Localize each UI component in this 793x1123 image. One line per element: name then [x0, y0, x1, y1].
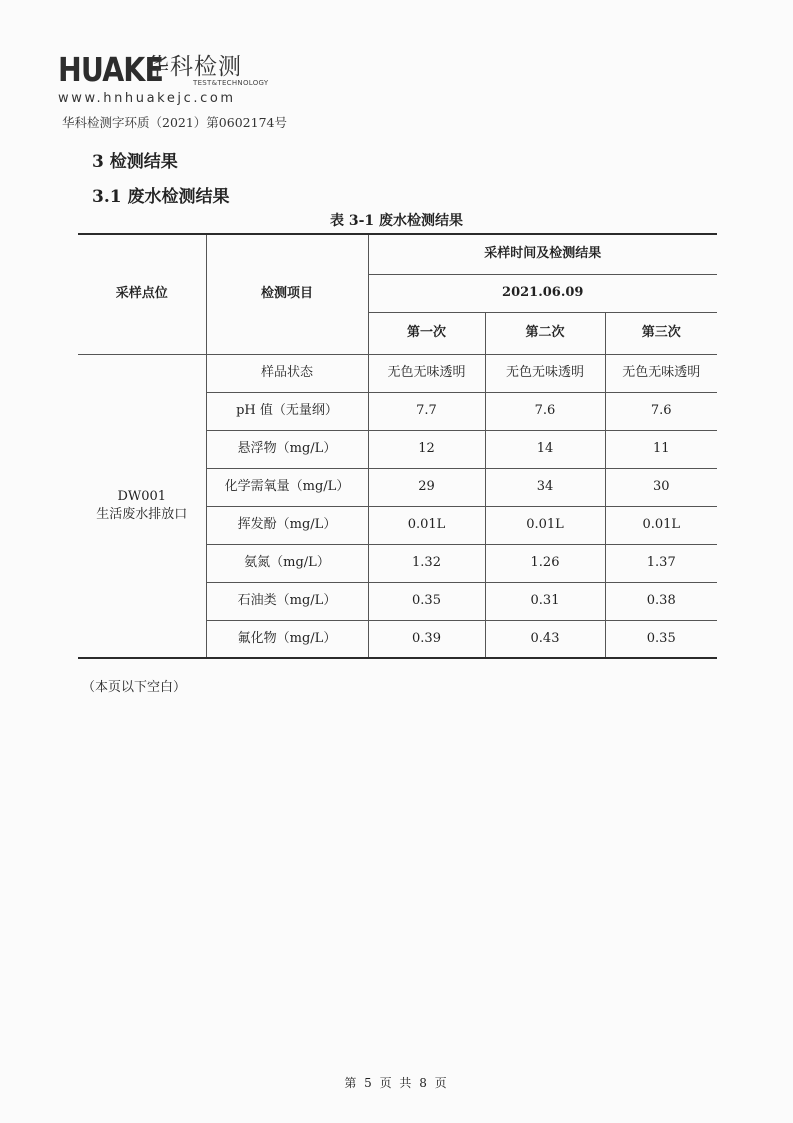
value-run-1: 12: [368, 430, 485, 468]
value-run-3: 1.37: [605, 544, 717, 582]
value-run-2: 14: [485, 430, 605, 468]
item-name: 悬浮物（mg/L）: [206, 430, 368, 468]
value-run-3: 7.6: [605, 392, 717, 430]
value-run-3: 0.01L: [605, 506, 717, 544]
blank-page-note: （本页以下空白）: [82, 680, 187, 695]
header-run-2: 第二次: [485, 312, 605, 354]
value-run-1: 0.01L: [368, 506, 485, 544]
value-run-1: 0.35: [368, 582, 485, 620]
value-run-1: 无色无味透明: [368, 354, 485, 392]
value-run-1: 29: [368, 468, 485, 506]
item-name: 石油类（mg/L）: [206, 582, 368, 620]
item-name: 样品状态: [206, 354, 368, 392]
value-run-3: 无色无味透明: [605, 354, 717, 392]
value-run-3: 0.35: [605, 620, 717, 658]
value-run-2: 1.26: [485, 544, 605, 582]
header-sampling-site: 采样点位: [78, 234, 206, 354]
subsection-heading: 3.1 废水检测结果: [92, 187, 230, 207]
value-run-2: 0.31: [485, 582, 605, 620]
header-test-item: 检测项目: [206, 234, 368, 354]
value-run-2: 34: [485, 468, 605, 506]
page-number: 第 5 页 共 8 页: [344, 1076, 449, 1090]
item-name: 化学需氧量（mg/L）: [206, 468, 368, 506]
item-name: 挥发酚（mg/L）: [206, 506, 368, 544]
wastewater-results-table: [78, 233, 717, 659]
value-run-2: 7.6: [485, 392, 605, 430]
section-heading: 3 检测结果: [92, 152, 178, 172]
company-logo: [58, 52, 268, 110]
header-sampling-time: 采样时间及检测结果: [368, 234, 717, 274]
header-sampling-date: 2021.06.09: [368, 274, 717, 312]
item-name: pH 值（无量纲）: [206, 392, 368, 430]
logo-website: www.hnhuakejc.com: [58, 91, 236, 106]
value-run-2: 0.01L: [485, 506, 605, 544]
value-run-2: 0.43: [485, 620, 605, 658]
value-run-3: 30: [605, 468, 717, 506]
item-name: 氨氮（mg/L）: [206, 544, 368, 582]
logo-tagline: TEST&TECHNOLOGY: [193, 79, 269, 87]
site-code: DW001: [117, 488, 167, 504]
header-run-1: 第一次: [368, 312, 485, 354]
value-run-3: 0.38: [605, 582, 717, 620]
sampling-site-cell: [78, 354, 206, 658]
table-row: [78, 354, 717, 392]
value-run-2: 无色无味透明: [485, 354, 605, 392]
item-name: 氟化物（mg/L）: [206, 620, 368, 658]
table-caption: 表 3-1 废水检测结果: [329, 213, 464, 229]
site-name: 生活废水排放口: [96, 506, 188, 522]
value-run-3: 11: [605, 430, 717, 468]
report-number: 华科检测字环质（2021）第0602174号: [62, 115, 287, 130]
logo-mark: HUAKE: [58, 50, 163, 89]
header-run-3: 第三次: [605, 312, 717, 354]
value-run-1: 0.39: [368, 620, 485, 658]
value-run-1: 7.7: [368, 392, 485, 430]
logo-company-name: 华科检测: [146, 54, 242, 80]
value-run-1: 1.32: [368, 544, 485, 582]
